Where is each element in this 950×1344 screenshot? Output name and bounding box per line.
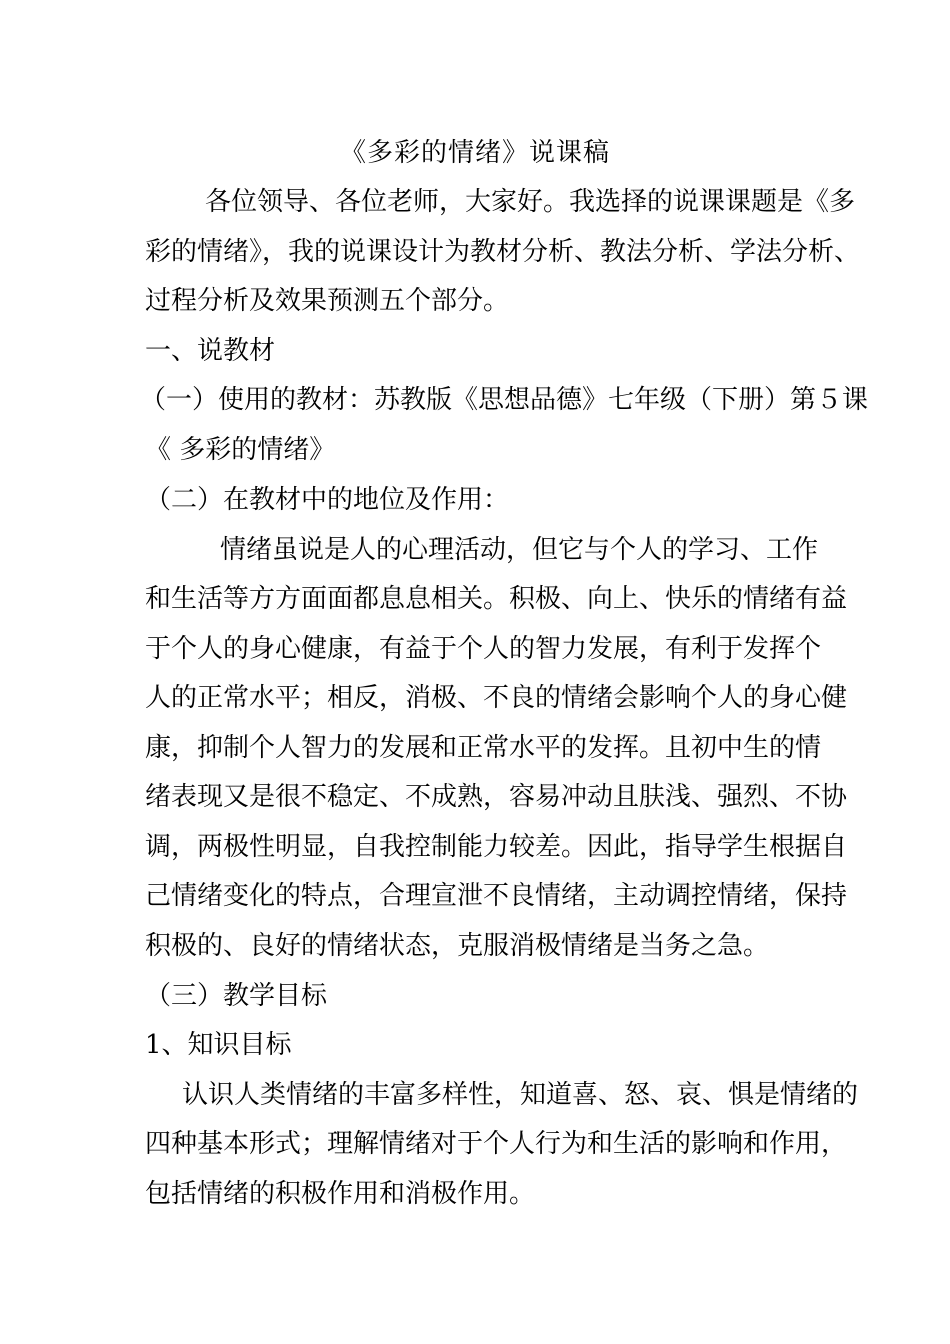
subsection-heading: 1、知识目标	[145, 1030, 292, 1060]
paragraph-line: 四种基本形式；理解情绪对于个人行为和生活的影响和作用，	[145, 1129, 848, 1159]
paragraph-line: 己情绪变化的特点，合理宣泄不良情绪，主动调控情绪，保持	[145, 881, 848, 911]
paragraph-line: 认识人类情绪的丰富多样性，知道喜、怒、哀、惧是情绪的	[182, 1080, 859, 1110]
paragraph-line: 人的正常水平；相反，消极、不良的情绪会影响个人的身心健	[145, 683, 848, 713]
paragraph-line: 于个人的身心健康，有益于个人的智力发展，有利于发挥个	[145, 634, 822, 664]
document-title: 《多彩的情绪》说课稿	[339, 138, 610, 168]
paragraph-line: 《 多彩的情绪》	[145, 435, 336, 465]
paragraph-line: 过程分析及效果预测五个部分。	[145, 286, 510, 316]
paragraph-line: 包括情绪的积极作用和消极作用。	[145, 1179, 536, 1209]
paragraph-line: （一）使用的教材：苏教版《思想品德》七年级（下册）第５课	[140, 385, 869, 415]
paragraph-line: 彩的情绪》，我的说课设计为教材分析、教法分析、学法分析、	[145, 237, 861, 267]
paragraph-line: 情绪虽说是人的心理活动，但它与个人的学习、工作	[220, 535, 819, 565]
paragraph-line: 积极的、良好的情绪状态，克服消极情绪是当务之急。	[145, 931, 770, 961]
section-heading: 一、说教材	[145, 336, 276, 366]
paragraph-line: 调，两极性明显，自我控制能力较差。因此，指导学生根据自	[145, 832, 848, 862]
subsection-heading: （三）教学目标	[145, 981, 328, 1011]
subsection-heading: （二）在教材中的地位及作用：	[145, 485, 510, 515]
paragraph-line: 和生活等方方面面都息息相关。积极、向上、快乐的情绪有益	[145, 584, 848, 614]
paragraph-line: 各位领导、各位老师，大家好。我选择的说课课题是《多	[205, 187, 856, 217]
paragraph-line: 绪表现又是很不稳定、不成熟，容易冲动且肤浅、强烈、不协	[145, 782, 848, 812]
paragraph-line: 康，抑制个人智力的发展和正常水平的发挥。且初中生的情	[145, 733, 822, 763]
